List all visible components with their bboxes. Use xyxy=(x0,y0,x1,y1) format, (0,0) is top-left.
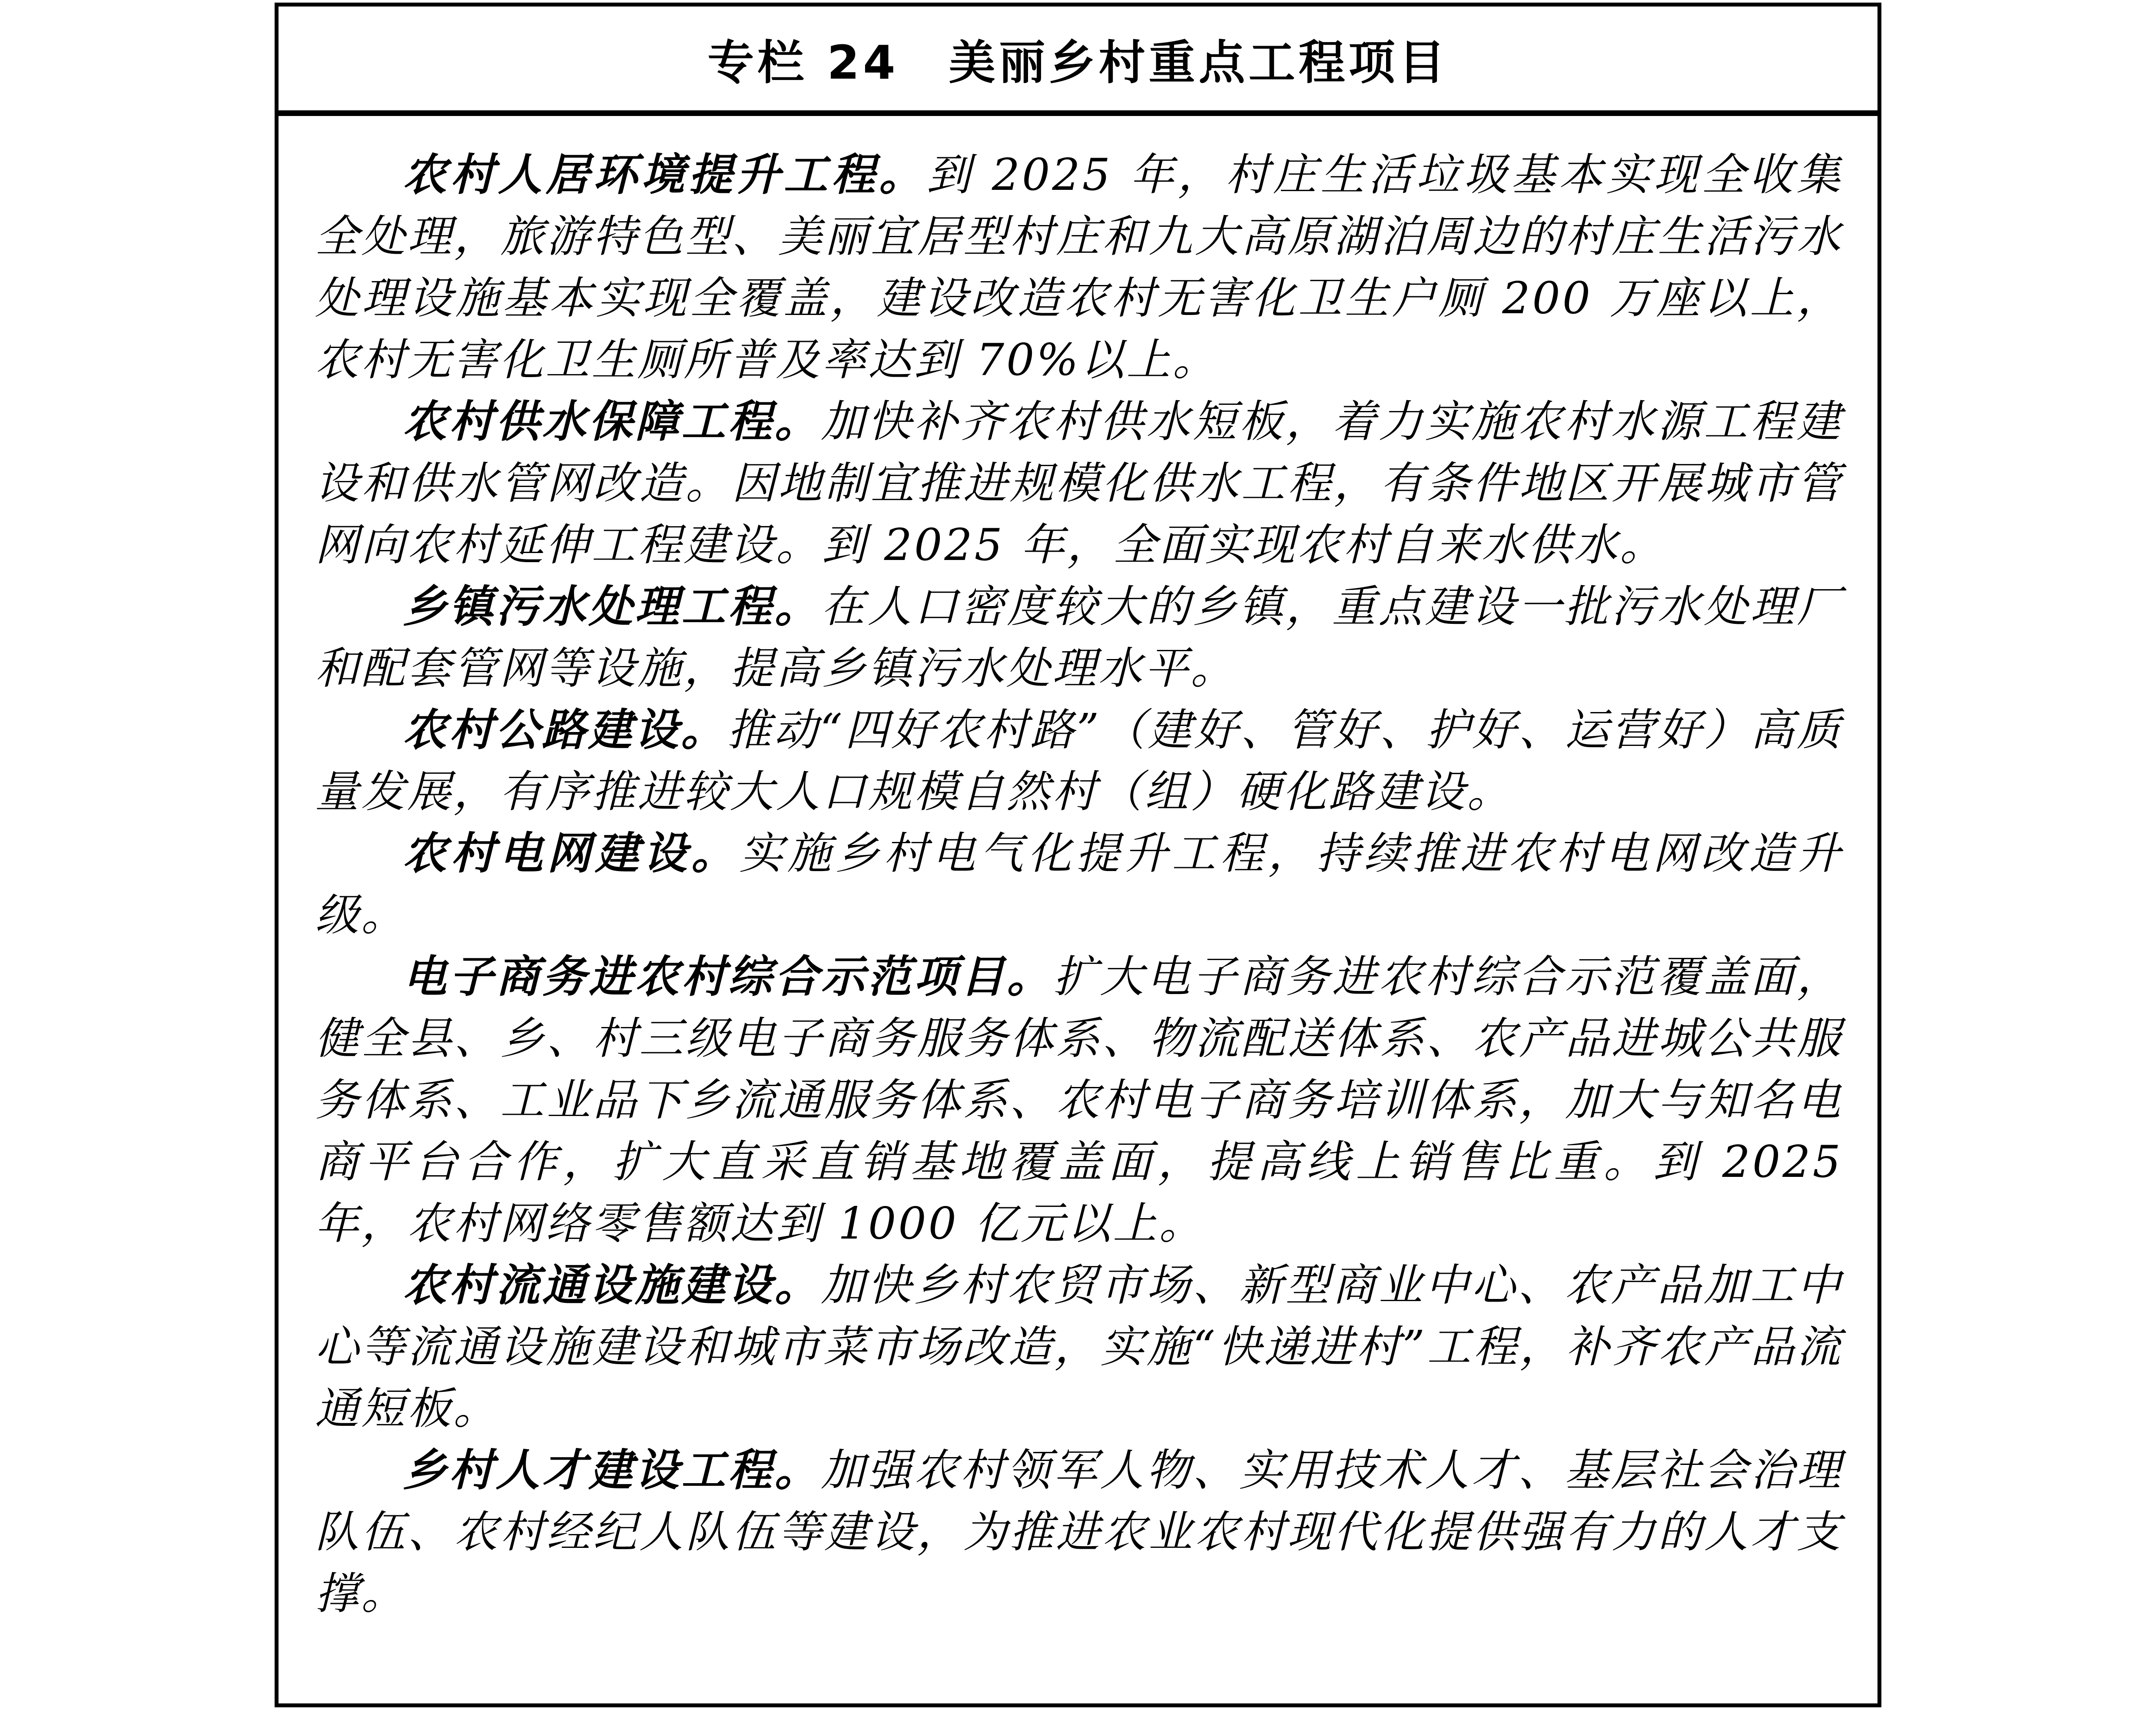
paragraph-lead: 农村电网建设。 xyxy=(403,827,740,879)
paragraph xyxy=(315,576,1843,699)
paragraph-lead: 农村供水保障工程。 xyxy=(403,395,821,447)
paragraph-text: 扩大电子商务进农村综合示范覆盖面，健全县、乡、村三级电子商务服务体系、物流配送体系、农产品进城公共服务体系、工业品下乡流通服务体系、农村电子商务培训体系，加大与知名电商平台合作，扩大直采直销基地覆盖面，提高线上销售比重。到 2025 年，农村网络零售额达到 1000 亿元以上。 xyxy=(315,951,1843,1249)
column-panel xyxy=(275,3,1881,1707)
panel-title: 专栏 24 美丽乡村重点工程项目 xyxy=(707,36,1449,90)
paragraph xyxy=(315,144,1843,391)
paragraph-lead: 农村公路建设。 xyxy=(403,704,727,755)
paragraph-lead: 农村人居环境提升工程。 xyxy=(403,149,927,200)
paragraph xyxy=(315,391,1843,576)
paragraph-lead: 农村流通设施建设。 xyxy=(403,1259,821,1311)
paragraph xyxy=(315,946,1843,1254)
paragraph xyxy=(315,822,1843,946)
panel-header xyxy=(279,7,1877,116)
paragraph xyxy=(315,1254,1843,1439)
paragraph-text: 加快乡村农贸市场、新型商业中心、农产品加工中心等流通设施建设和城市菜市场改造，实施“快递进村”工程，补齐农产品流通短板。 xyxy=(315,1259,1843,1434)
paragraph-lead: 电子商务进农村综合示范项目。 xyxy=(403,951,1054,1002)
panel-body xyxy=(279,116,1877,1624)
paragraph-text: 加快补齐农村供水短板，着力实施农村水源工程建设和供水管网改造。因地制宜推进规模化供水工程，有条件地区开展城市管网向农村延伸工程建设。到 2025 年，全面实现农村自来水供水。 xyxy=(315,396,1843,570)
paragraph-text: 实施乡村电气化提升工程，持续推进农村电网改造升级。 xyxy=(315,828,1843,941)
paragraph-lead: 乡镇污水处理工程。 xyxy=(403,580,821,632)
paragraph-lead: 乡村人才建设工程。 xyxy=(403,1444,821,1496)
paragraph-text: 在人口密度较大的乡镇，重点建设一批污水处理厂和配套管网等设施，提高乡镇污水处理水平。 xyxy=(315,581,1843,694)
paragraph-text: 到 2025 年，村庄生活垃圾基本实现全收集全处理，旅游特色型、美丽宜居型村庄和九大高原湖泊周边的村庄生活污水处理设施基本实现全覆盖，建设改造农村无害化卫生户厕 200 万座以上，农村无害化卫生厕所普及率达到 70%以上。 xyxy=(315,149,1843,385)
paragraph-text: 推动“四好农村路”（建好、管好、护好、运营好）高质量发展，有序推进较大人口规模自然村（组）硬化路建设。 xyxy=(315,704,1843,817)
paragraph-text: 加强农村领军人物、实用技术人才、基层社会治理队伍、农村经纪人队伍等建设，为推进农业农村现代化提供强有力的人才支撑。 xyxy=(315,1444,1843,1619)
paragraph xyxy=(315,699,1843,822)
paragraph xyxy=(315,1439,1843,1624)
